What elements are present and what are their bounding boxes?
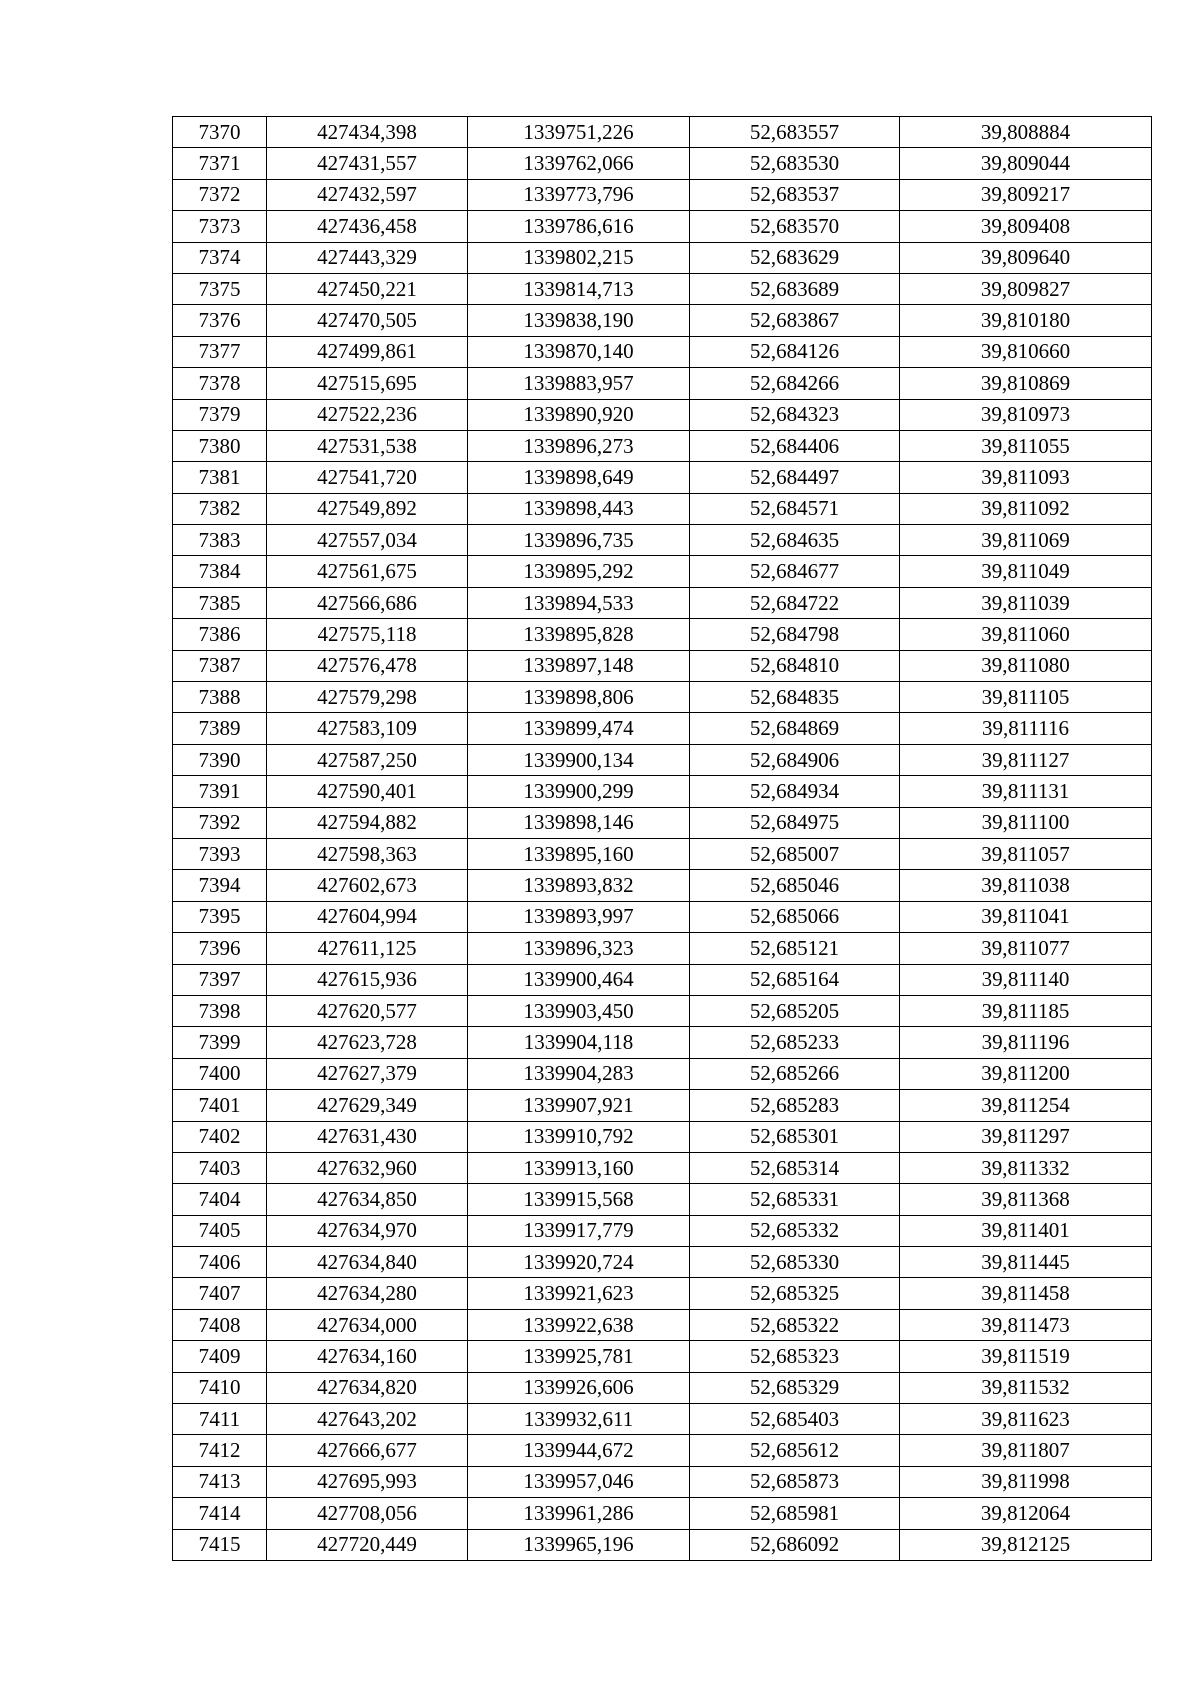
point-number-cell: 7387 — [173, 650, 267, 681]
point-number-cell: 7373 — [173, 211, 267, 242]
y-coordinate-cell: 1339965,196 — [468, 1529, 690, 1560]
coordinates-table — [172, 116, 1152, 1561]
x-coordinate-cell: 427436,458 — [267, 211, 468, 242]
table-row — [173, 964, 1152, 995]
table-row — [173, 1404, 1152, 1435]
table-row — [173, 1466, 1152, 1497]
longitude-cell: 39,809408 — [900, 211, 1152, 242]
table-row — [173, 1184, 1152, 1215]
x-coordinate-cell: 427634,000 — [267, 1309, 468, 1340]
longitude-cell: 39,811105 — [900, 682, 1152, 713]
table-row — [173, 1309, 1152, 1340]
point-number-cell: 7375 — [173, 273, 267, 304]
table-row — [173, 1435, 1152, 1466]
x-coordinate-cell: 427557,034 — [267, 525, 468, 556]
y-coordinate-cell: 1339913,160 — [468, 1152, 690, 1183]
latitude-cell: 52,684266 — [690, 368, 900, 399]
point-number-cell: 7377 — [173, 336, 267, 367]
x-coordinate-cell: 427634,280 — [267, 1278, 468, 1309]
y-coordinate-cell: 1339838,190 — [468, 305, 690, 336]
table-row — [173, 1529, 1152, 1560]
point-number-cell: 7411 — [173, 1404, 267, 1435]
point-number-cell: 7385 — [173, 587, 267, 618]
latitude-cell: 52,684635 — [690, 525, 900, 556]
latitude-cell: 52,683867 — [690, 305, 900, 336]
x-coordinate-cell: 427620,577 — [267, 995, 468, 1026]
latitude-cell: 52,684677 — [690, 556, 900, 587]
latitude-cell: 52,685164 — [690, 964, 900, 995]
x-coordinate-cell: 427634,840 — [267, 1247, 468, 1278]
longitude-cell: 39,811092 — [900, 493, 1152, 524]
latitude-cell: 52,685283 — [690, 1090, 900, 1121]
y-coordinate-cell: 1339751,226 — [468, 117, 690, 148]
latitude-cell: 52,685046 — [690, 870, 900, 901]
table-row — [173, 995, 1152, 1026]
y-coordinate-cell: 1339898,146 — [468, 807, 690, 838]
point-number-cell: 7374 — [173, 242, 267, 273]
longitude-cell: 39,811131 — [900, 776, 1152, 807]
table-row — [173, 870, 1152, 901]
y-coordinate-cell: 1339961,286 — [468, 1498, 690, 1529]
table-row — [173, 807, 1152, 838]
latitude-cell: 52,684869 — [690, 713, 900, 744]
longitude-cell: 39,811401 — [900, 1215, 1152, 1246]
table-row — [173, 1121, 1152, 1152]
table-row — [173, 1090, 1152, 1121]
longitude-cell: 39,811041 — [900, 901, 1152, 932]
table-row — [173, 901, 1152, 932]
point-number-cell: 7378 — [173, 368, 267, 399]
y-coordinate-cell: 1339900,464 — [468, 964, 690, 995]
longitude-cell: 39,811057 — [900, 838, 1152, 869]
y-coordinate-cell: 1339921,623 — [468, 1278, 690, 1309]
y-coordinate-cell: 1339922,638 — [468, 1309, 690, 1340]
y-coordinate-cell: 1339920,724 — [468, 1247, 690, 1278]
latitude-cell: 52,685331 — [690, 1184, 900, 1215]
point-number-cell: 7370 — [173, 117, 267, 148]
x-coordinate-cell: 427634,820 — [267, 1372, 468, 1403]
latitude-cell: 52,685873 — [690, 1466, 900, 1497]
table-row — [173, 713, 1152, 744]
table-row — [173, 1278, 1152, 1309]
table-row — [173, 1152, 1152, 1183]
latitude-cell: 52,685612 — [690, 1435, 900, 1466]
table-row — [173, 305, 1152, 336]
latitude-cell: 52,684810 — [690, 650, 900, 681]
latitude-cell: 52,685323 — [690, 1341, 900, 1372]
longitude-cell: 39,808884 — [900, 117, 1152, 148]
longitude-cell: 39,811055 — [900, 430, 1152, 461]
latitude-cell: 52,685066 — [690, 901, 900, 932]
table-row — [173, 587, 1152, 618]
x-coordinate-cell: 427541,720 — [267, 462, 468, 493]
y-coordinate-cell: 1339898,806 — [468, 682, 690, 713]
point-number-cell: 7380 — [173, 430, 267, 461]
x-coordinate-cell: 427561,675 — [267, 556, 468, 587]
x-coordinate-cell: 427583,109 — [267, 713, 468, 744]
point-number-cell: 7386 — [173, 619, 267, 650]
point-number-cell: 7400 — [173, 1058, 267, 1089]
x-coordinate-cell: 427623,728 — [267, 1027, 468, 1058]
table-row — [173, 399, 1152, 430]
y-coordinate-cell: 1339895,160 — [468, 838, 690, 869]
point-number-cell: 7404 — [173, 1184, 267, 1215]
x-coordinate-cell: 427708,056 — [267, 1498, 468, 1529]
point-number-cell: 7392 — [173, 807, 267, 838]
longitude-cell: 39,810660 — [900, 336, 1152, 367]
y-coordinate-cell: 1339898,443 — [468, 493, 690, 524]
latitude-cell: 52,683537 — [690, 179, 900, 210]
point-number-cell: 7403 — [173, 1152, 267, 1183]
longitude-cell: 39,810973 — [900, 399, 1152, 430]
x-coordinate-cell: 427695,993 — [267, 1466, 468, 1497]
point-number-cell: 7415 — [173, 1529, 267, 1560]
x-coordinate-cell: 427643,202 — [267, 1404, 468, 1435]
latitude-cell: 52,684722 — [690, 587, 900, 618]
table-row — [173, 336, 1152, 367]
x-coordinate-cell: 427594,882 — [267, 807, 468, 838]
y-coordinate-cell: 1339883,957 — [468, 368, 690, 399]
latitude-cell: 52,684934 — [690, 776, 900, 807]
y-coordinate-cell: 1339896,273 — [468, 430, 690, 461]
y-coordinate-cell: 1339893,832 — [468, 870, 690, 901]
x-coordinate-cell: 427598,363 — [267, 838, 468, 869]
y-coordinate-cell: 1339898,649 — [468, 462, 690, 493]
point-number-cell: 7397 — [173, 964, 267, 995]
longitude-cell: 39,811368 — [900, 1184, 1152, 1215]
latitude-cell: 52,685325 — [690, 1278, 900, 1309]
table-row — [173, 933, 1152, 964]
x-coordinate-cell: 427611,125 — [267, 933, 468, 964]
longitude-cell: 39,811038 — [900, 870, 1152, 901]
point-number-cell: 7376 — [173, 305, 267, 336]
point-number-cell: 7413 — [173, 1466, 267, 1497]
latitude-cell: 52,685266 — [690, 1058, 900, 1089]
table-row — [173, 493, 1152, 524]
x-coordinate-cell: 427431,557 — [267, 148, 468, 179]
latitude-cell: 52,685314 — [690, 1152, 900, 1183]
point-number-cell: 7391 — [173, 776, 267, 807]
y-coordinate-cell: 1339890,920 — [468, 399, 690, 430]
point-number-cell: 7393 — [173, 838, 267, 869]
longitude-cell: 39,811140 — [900, 964, 1152, 995]
point-number-cell: 7399 — [173, 1027, 267, 1058]
longitude-cell: 39,811127 — [900, 744, 1152, 775]
table-row — [173, 430, 1152, 461]
point-number-cell: 7401 — [173, 1090, 267, 1121]
x-coordinate-cell: 427631,430 — [267, 1121, 468, 1152]
table-row — [173, 838, 1152, 869]
latitude-cell: 52,684571 — [690, 493, 900, 524]
latitude-cell: 52,684323 — [690, 399, 900, 430]
longitude-cell: 39,811093 — [900, 462, 1152, 493]
y-coordinate-cell: 1339907,921 — [468, 1090, 690, 1121]
longitude-cell: 39,811458 — [900, 1278, 1152, 1309]
y-coordinate-cell: 1339893,997 — [468, 901, 690, 932]
table-row — [173, 1341, 1152, 1372]
latitude-cell: 52,683570 — [690, 211, 900, 242]
table-row — [173, 682, 1152, 713]
x-coordinate-cell: 427450,221 — [267, 273, 468, 304]
x-coordinate-cell: 427434,398 — [267, 117, 468, 148]
y-coordinate-cell: 1339895,292 — [468, 556, 690, 587]
point-number-cell: 7384 — [173, 556, 267, 587]
latitude-cell: 52,683530 — [690, 148, 900, 179]
x-coordinate-cell: 427499,861 — [267, 336, 468, 367]
point-number-cell: 7395 — [173, 901, 267, 932]
point-number-cell: 7394 — [173, 870, 267, 901]
y-coordinate-cell: 1339896,735 — [468, 525, 690, 556]
y-coordinate-cell: 1339904,118 — [468, 1027, 690, 1058]
y-coordinate-cell: 1339802,215 — [468, 242, 690, 273]
point-number-cell: 7390 — [173, 744, 267, 775]
latitude-cell: 52,685007 — [690, 838, 900, 869]
table-row — [173, 1247, 1152, 1278]
point-number-cell: 7396 — [173, 933, 267, 964]
x-coordinate-cell: 427531,538 — [267, 430, 468, 461]
latitude-cell: 52,685332 — [690, 1215, 900, 1246]
longitude-cell: 39,811080 — [900, 650, 1152, 681]
longitude-cell: 39,809044 — [900, 148, 1152, 179]
latitude-cell: 52,685403 — [690, 1404, 900, 1435]
y-coordinate-cell: 1339910,792 — [468, 1121, 690, 1152]
point-number-cell: 7409 — [173, 1341, 267, 1372]
longitude-cell: 39,811060 — [900, 619, 1152, 650]
table-row — [173, 1027, 1152, 1058]
longitude-cell: 39,811532 — [900, 1372, 1152, 1403]
y-coordinate-cell: 1339926,606 — [468, 1372, 690, 1403]
latitude-cell: 52,685205 — [690, 995, 900, 1026]
longitude-cell: 39,811039 — [900, 587, 1152, 618]
longitude-cell: 39,811196 — [900, 1027, 1152, 1058]
y-coordinate-cell: 1339944,672 — [468, 1435, 690, 1466]
table-row — [173, 1058, 1152, 1089]
latitude-cell: 52,685330 — [690, 1247, 900, 1278]
latitude-cell: 52,683629 — [690, 242, 900, 273]
y-coordinate-cell: 1339897,148 — [468, 650, 690, 681]
longitude-cell: 39,811049 — [900, 556, 1152, 587]
x-coordinate-cell: 427590,401 — [267, 776, 468, 807]
point-number-cell: 7383 — [173, 525, 267, 556]
latitude-cell: 52,685322 — [690, 1309, 900, 1340]
x-coordinate-cell: 427720,449 — [267, 1529, 468, 1560]
longitude-cell: 39,809640 — [900, 242, 1152, 273]
latitude-cell: 52,685329 — [690, 1372, 900, 1403]
y-coordinate-cell: 1339932,611 — [468, 1404, 690, 1435]
coordinates-table-body — [173, 117, 1152, 1561]
point-number-cell: 7372 — [173, 179, 267, 210]
x-coordinate-cell: 427604,994 — [267, 901, 468, 932]
longitude-cell: 39,811200 — [900, 1058, 1152, 1089]
longitude-cell: 39,811069 — [900, 525, 1152, 556]
x-coordinate-cell: 427634,160 — [267, 1341, 468, 1372]
table-row — [173, 211, 1152, 242]
x-coordinate-cell: 427432,597 — [267, 179, 468, 210]
x-coordinate-cell: 427443,329 — [267, 242, 468, 273]
longitude-cell: 39,811077 — [900, 933, 1152, 964]
longitude-cell: 39,812125 — [900, 1529, 1152, 1560]
point-number-cell: 7410 — [173, 1372, 267, 1403]
table-row — [173, 744, 1152, 775]
latitude-cell: 52,686092 — [690, 1529, 900, 1560]
table-row — [173, 242, 1152, 273]
y-coordinate-cell: 1339904,283 — [468, 1058, 690, 1089]
point-number-cell: 7381 — [173, 462, 267, 493]
point-number-cell: 7379 — [173, 399, 267, 430]
y-coordinate-cell: 1339896,323 — [468, 933, 690, 964]
table-row — [173, 1498, 1152, 1529]
longitude-cell: 39,811254 — [900, 1090, 1152, 1121]
longitude-cell: 39,811445 — [900, 1247, 1152, 1278]
point-number-cell: 7389 — [173, 713, 267, 744]
longitude-cell: 39,812064 — [900, 1498, 1152, 1529]
x-coordinate-cell: 427575,118 — [267, 619, 468, 650]
table-row — [173, 776, 1152, 807]
x-coordinate-cell: 427579,298 — [267, 682, 468, 713]
y-coordinate-cell: 1339895,828 — [468, 619, 690, 650]
x-coordinate-cell: 427615,936 — [267, 964, 468, 995]
latitude-cell: 52,684798 — [690, 619, 900, 650]
point-number-cell: 7405 — [173, 1215, 267, 1246]
longitude-cell: 39,811297 — [900, 1121, 1152, 1152]
latitude-cell: 52,684497 — [690, 462, 900, 493]
longitude-cell: 39,811519 — [900, 1341, 1152, 1372]
table-row — [173, 117, 1152, 148]
y-coordinate-cell: 1339899,474 — [468, 713, 690, 744]
table-row — [173, 619, 1152, 650]
longitude-cell: 39,810180 — [900, 305, 1152, 336]
latitude-cell: 52,683557 — [690, 117, 900, 148]
point-number-cell: 7388 — [173, 682, 267, 713]
latitude-cell: 52,685121 — [690, 933, 900, 964]
point-number-cell: 7382 — [173, 493, 267, 524]
latitude-cell: 52,684975 — [690, 807, 900, 838]
point-number-cell: 7406 — [173, 1247, 267, 1278]
y-coordinate-cell: 1339900,134 — [468, 744, 690, 775]
y-coordinate-cell: 1339773,796 — [468, 179, 690, 210]
x-coordinate-cell: 427629,349 — [267, 1090, 468, 1121]
table-row — [173, 556, 1152, 587]
longitude-cell: 39,811332 — [900, 1152, 1152, 1183]
x-coordinate-cell: 427587,250 — [267, 744, 468, 775]
table-row — [173, 1215, 1152, 1246]
x-coordinate-cell: 427627,379 — [267, 1058, 468, 1089]
table-row — [173, 462, 1152, 493]
x-coordinate-cell: 427522,236 — [267, 399, 468, 430]
y-coordinate-cell: 1339814,713 — [468, 273, 690, 304]
y-coordinate-cell: 1339894,533 — [468, 587, 690, 618]
longitude-cell: 39,811185 — [900, 995, 1152, 1026]
x-coordinate-cell: 427576,478 — [267, 650, 468, 681]
latitude-cell: 52,684835 — [690, 682, 900, 713]
y-coordinate-cell: 1339786,616 — [468, 211, 690, 242]
point-number-cell: 7414 — [173, 1498, 267, 1529]
latitude-cell: 52,684406 — [690, 430, 900, 461]
longitude-cell: 39,811473 — [900, 1309, 1152, 1340]
latitude-cell: 52,685301 — [690, 1121, 900, 1152]
y-coordinate-cell: 1339870,140 — [468, 336, 690, 367]
longitude-cell: 39,811807 — [900, 1435, 1152, 1466]
point-number-cell: 7398 — [173, 995, 267, 1026]
x-coordinate-cell: 427634,850 — [267, 1184, 468, 1215]
latitude-cell: 52,684906 — [690, 744, 900, 775]
y-coordinate-cell: 1339957,046 — [468, 1466, 690, 1497]
y-coordinate-cell: 1339915,568 — [468, 1184, 690, 1215]
latitude-cell: 52,685233 — [690, 1027, 900, 1058]
point-number-cell: 7371 — [173, 148, 267, 179]
longitude-cell: 39,811100 — [900, 807, 1152, 838]
point-number-cell: 7402 — [173, 1121, 267, 1152]
y-coordinate-cell: 1339925,781 — [468, 1341, 690, 1372]
x-coordinate-cell: 427632,960 — [267, 1152, 468, 1183]
longitude-cell: 39,809217 — [900, 179, 1152, 210]
x-coordinate-cell: 427666,677 — [267, 1435, 468, 1466]
longitude-cell: 39,811623 — [900, 1404, 1152, 1435]
table-row — [173, 273, 1152, 304]
table-row — [173, 650, 1152, 681]
x-coordinate-cell: 427602,673 — [267, 870, 468, 901]
x-coordinate-cell: 427549,892 — [267, 493, 468, 524]
latitude-cell: 52,684126 — [690, 336, 900, 367]
point-number-cell: 7412 — [173, 1435, 267, 1466]
longitude-cell: 39,809827 — [900, 273, 1152, 304]
x-coordinate-cell: 427470,505 — [267, 305, 468, 336]
y-coordinate-cell: 1339762,066 — [468, 148, 690, 179]
longitude-cell: 39,811116 — [900, 713, 1152, 744]
latitude-cell: 52,685981 — [690, 1498, 900, 1529]
y-coordinate-cell: 1339903,450 — [468, 995, 690, 1026]
table-row — [173, 525, 1152, 556]
longitude-cell: 39,811998 — [900, 1466, 1152, 1497]
table-row — [173, 368, 1152, 399]
y-coordinate-cell: 1339917,779 — [468, 1215, 690, 1246]
x-coordinate-cell: 427515,695 — [267, 368, 468, 399]
table-row — [173, 1372, 1152, 1403]
x-coordinate-cell: 427566,686 — [267, 587, 468, 618]
point-number-cell: 7407 — [173, 1278, 267, 1309]
latitude-cell: 52,683689 — [690, 273, 900, 304]
table-row — [173, 179, 1152, 210]
y-coordinate-cell: 1339900,299 — [468, 776, 690, 807]
point-number-cell: 7408 — [173, 1309, 267, 1340]
table-row — [173, 148, 1152, 179]
longitude-cell: 39,810869 — [900, 368, 1152, 399]
x-coordinate-cell: 427634,970 — [267, 1215, 468, 1246]
